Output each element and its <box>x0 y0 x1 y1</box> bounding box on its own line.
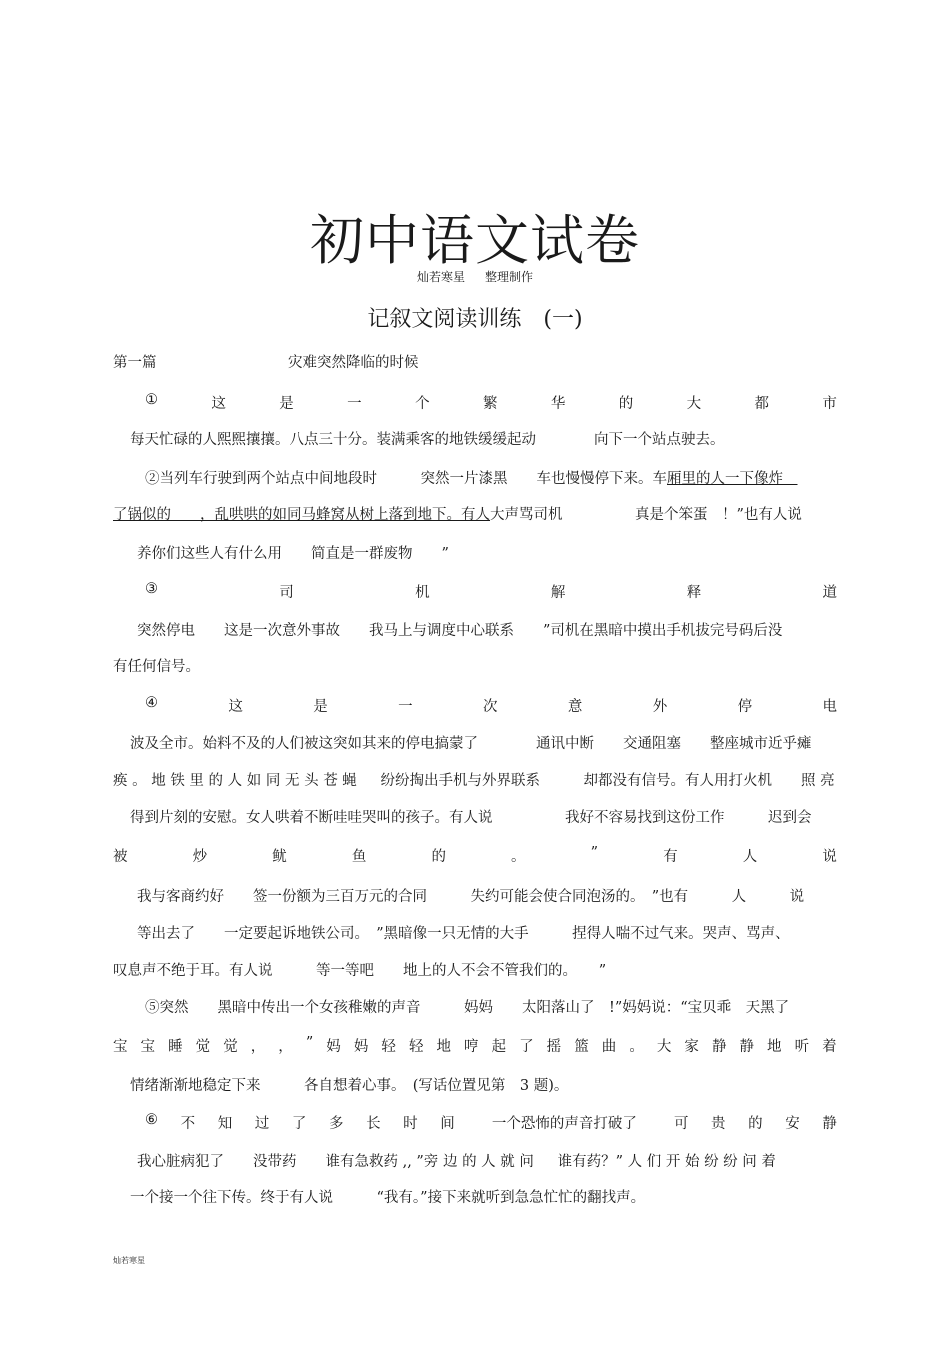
justified-char: ， <box>250 1039 266 1055</box>
justified-char: 道 <box>822 585 837 601</box>
justified-char: 被 <box>113 849 128 865</box>
p4-line7: 等出去了 一定要起诉地铁公司。 ”黑暗像一只无情的大手 捏得人喘不过气来。哭声、骂声、 <box>137 926 790 942</box>
p5-line2 <box>113 1035 837 1056</box>
section-subtitle: 记叙文阅读训练 (一) <box>367 307 583 332</box>
justified-char: 停 <box>737 699 753 715</box>
justified-char: 妈 <box>353 1039 369 1055</box>
justified-char: 了 <box>519 1039 534 1055</box>
justified-char: 不 <box>180 1116 196 1132</box>
p1-line2: 每天忙碌的人熙熙攘攘。八点三十分。装满乘客的地铁缓缓起动 向下一个站点驶去。 <box>130 432 725 448</box>
justified-char: 静 <box>822 1116 837 1132</box>
justified-char: ⑥ <box>145 1112 158 1128</box>
byline-author: 灿若寒星 <box>416 270 465 284</box>
justified-char: ③ <box>145 581 158 597</box>
justified-char: 司 <box>279 585 294 601</box>
justified-char: ④ <box>145 695 158 711</box>
p3-line3: 有任何信号。 <box>113 659 200 675</box>
p2-line1-text: ②当列车行驶到两个站点中间地段时 突然一片漆黑 车也慢慢停下来。车 <box>145 471 667 487</box>
justified-char: 的 <box>748 1116 763 1132</box>
justified-char: 轻 <box>408 1039 424 1055</box>
p6-line2: 我心脏病犯了 没带药 谁有急救药 ,, ”旁 边 的 人 就 问 谁有药？” 人 们 开 始 纷 纷 问 着 <box>137 1154 776 1170</box>
justified-char: 家 <box>684 1039 699 1055</box>
justified-char: 这 <box>228 699 243 715</box>
justified-char: 了 <box>291 1116 307 1132</box>
justified-char: 华 <box>550 396 566 412</box>
story-title: 灾难突然降临的时候 <box>288 355 419 371</box>
justified-char: 知 <box>217 1116 233 1132</box>
justified-char: 是 <box>313 699 328 715</box>
p4-line8: 叹息声不绝于耳。有人说 等一等吧 地上的人不会不管我们的。 ” <box>113 963 607 979</box>
justified-char: 一个恐怖的声音打破了 <box>477 1116 652 1132</box>
justified-char: 静 <box>739 1039 754 1055</box>
justified-char: 电 <box>822 699 837 715</box>
justified-char: 这 <box>211 396 226 412</box>
p2-line1-underlined: 厢里的人一下像炸 <box>667 471 798 487</box>
justified-char: 外 <box>652 699 668 715</box>
justified-char: 解 <box>550 585 566 601</box>
justified-char: 安 <box>785 1116 800 1132</box>
justified-char: 繁 <box>482 396 498 412</box>
justified-char: ” <box>590 845 599 861</box>
p2-line2-underlined: 了锅似的 ，乱哄哄的如同马蜂窝从树上落到地下。有人 <box>113 507 490 523</box>
p2-line2-text: 大声骂司机 真是个笨蛋 ！”也有人说 <box>490 507 802 523</box>
p2-line2 <box>113 503 802 524</box>
p4-line1 <box>145 695 837 716</box>
p1-line1 <box>145 392 837 413</box>
justified-char: ① <box>145 392 158 408</box>
p3-line2: 突然停电 这是一次意外事故 我马上与调度中心联系 ”司机在黑暗中摸出手机拔完号码后没 <box>137 623 783 639</box>
p6-line3: 一个接一个往下传。终于有人说 “我有。”接下来就听到急急忙忙的翻找声。 <box>130 1190 646 1206</box>
p2-line3: 养你们这些人有什么用 简直是一群废物 ” <box>137 546 449 562</box>
justified-char: ， <box>278 1039 293 1055</box>
justified-char: 个 <box>415 396 430 412</box>
justified-char: 炒 <box>192 849 208 865</box>
justified-char: 静 <box>711 1039 727 1055</box>
byline-role: 整理制作 <box>485 270 534 284</box>
justified-char: 释 <box>686 585 702 601</box>
justified-char: 次 <box>483 699 498 715</box>
justified-char: 听 <box>794 1039 810 1055</box>
justified-char: 的 <box>431 849 446 865</box>
justified-char: 地 <box>767 1039 782 1055</box>
justified-char: 时 <box>403 1116 418 1132</box>
justified-char: 有 <box>663 849 678 865</box>
p4-line5 <box>113 845 837 866</box>
justified-char: 大 <box>686 396 702 412</box>
justified-char: 是 <box>279 396 294 412</box>
justified-char: 间 <box>440 1116 455 1132</box>
p4-line2: 波及全市。始料不及的人们被这突如其来的停电搞蒙了 通讯中断 交通阻塞 整座城市近乎瘫 <box>130 736 812 752</box>
justified-char: 一 <box>347 396 362 412</box>
justified-char: 摇 <box>546 1039 562 1055</box>
justified-char: ” <box>305 1035 314 1051</box>
justified-char: 着 <box>822 1039 837 1055</box>
p5-line1: ⑤突然 黑暗中传出一个女孩稚嫩的声音 妈妈 太阳落山了 !”妈妈说：“宝贝乖 天黑了 <box>145 1000 790 1016</box>
p4-line6: 我与客商约好 签一份额为三百万元的合同 失约可能会使合同泡汤的。 ”也有 人 说 <box>137 889 805 905</box>
justified-char: 宝 <box>140 1039 156 1055</box>
justified-char: 。 <box>511 849 526 865</box>
justified-char: 地 <box>436 1039 451 1055</box>
justified-char: 多 <box>328 1116 344 1132</box>
p4-line3: 痪 。 地 铁 里 的 人 如 同 无 头 苍 蝇 纷纷掏出手机与外界联系 却都没有信号。有人用打火机 照 亮 <box>113 773 835 789</box>
byline <box>0 268 950 285</box>
p4-line4: 得到片刻的安慰。女人哄着不断哇哇哭叫的孩子。有人说 我好不容易找到这份工作 迟到会 <box>130 810 812 826</box>
justified-char: 睡 <box>168 1039 183 1055</box>
justified-char: 轻 <box>381 1039 396 1055</box>
justified-char: 过 <box>254 1116 270 1132</box>
justified-char: 可 <box>673 1116 689 1132</box>
justified-char: 的 <box>618 396 634 412</box>
justified-char: 都 <box>754 396 770 412</box>
justified-char: 长 <box>366 1116 381 1132</box>
justified-char: 宝 <box>113 1039 128 1055</box>
justified-char: 鱿 <box>272 849 287 865</box>
justified-char: 哼 <box>464 1039 479 1055</box>
page-footer: 灿若寒星 <box>113 1256 145 1265</box>
justified-char: 妈 <box>326 1039 341 1055</box>
justified-char: 曲 <box>601 1039 617 1055</box>
justified-char: 觉 <box>223 1039 238 1055</box>
justified-char: 篮 <box>574 1039 589 1055</box>
p3-line1 <box>145 581 837 602</box>
justified-char: 起 <box>491 1039 507 1055</box>
justified-char: 市 <box>822 396 837 412</box>
justified-char: 一 <box>398 699 413 715</box>
p5-line3: 情绪渐渐地稳定下来 各自想着心事。 (写话位置见第 3 题)。 <box>130 1078 569 1094</box>
justified-char: 机 <box>415 585 430 601</box>
justified-char: 大 <box>656 1039 672 1055</box>
justified-char: 鱼 <box>351 849 367 865</box>
justified-char: 说 <box>822 849 837 865</box>
p2-line1 <box>145 467 798 488</box>
justified-char: 觉 <box>195 1039 211 1055</box>
exam-title: 初中语文试卷 <box>310 209 640 272</box>
justified-char: 人 <box>742 849 758 865</box>
justified-char: 贵 <box>711 1116 726 1132</box>
justified-char: 。 <box>629 1039 644 1055</box>
p6-line1 <box>145 1112 837 1133</box>
section-label: 第一篇 <box>113 355 157 371</box>
justified-char: 意 <box>567 699 583 715</box>
